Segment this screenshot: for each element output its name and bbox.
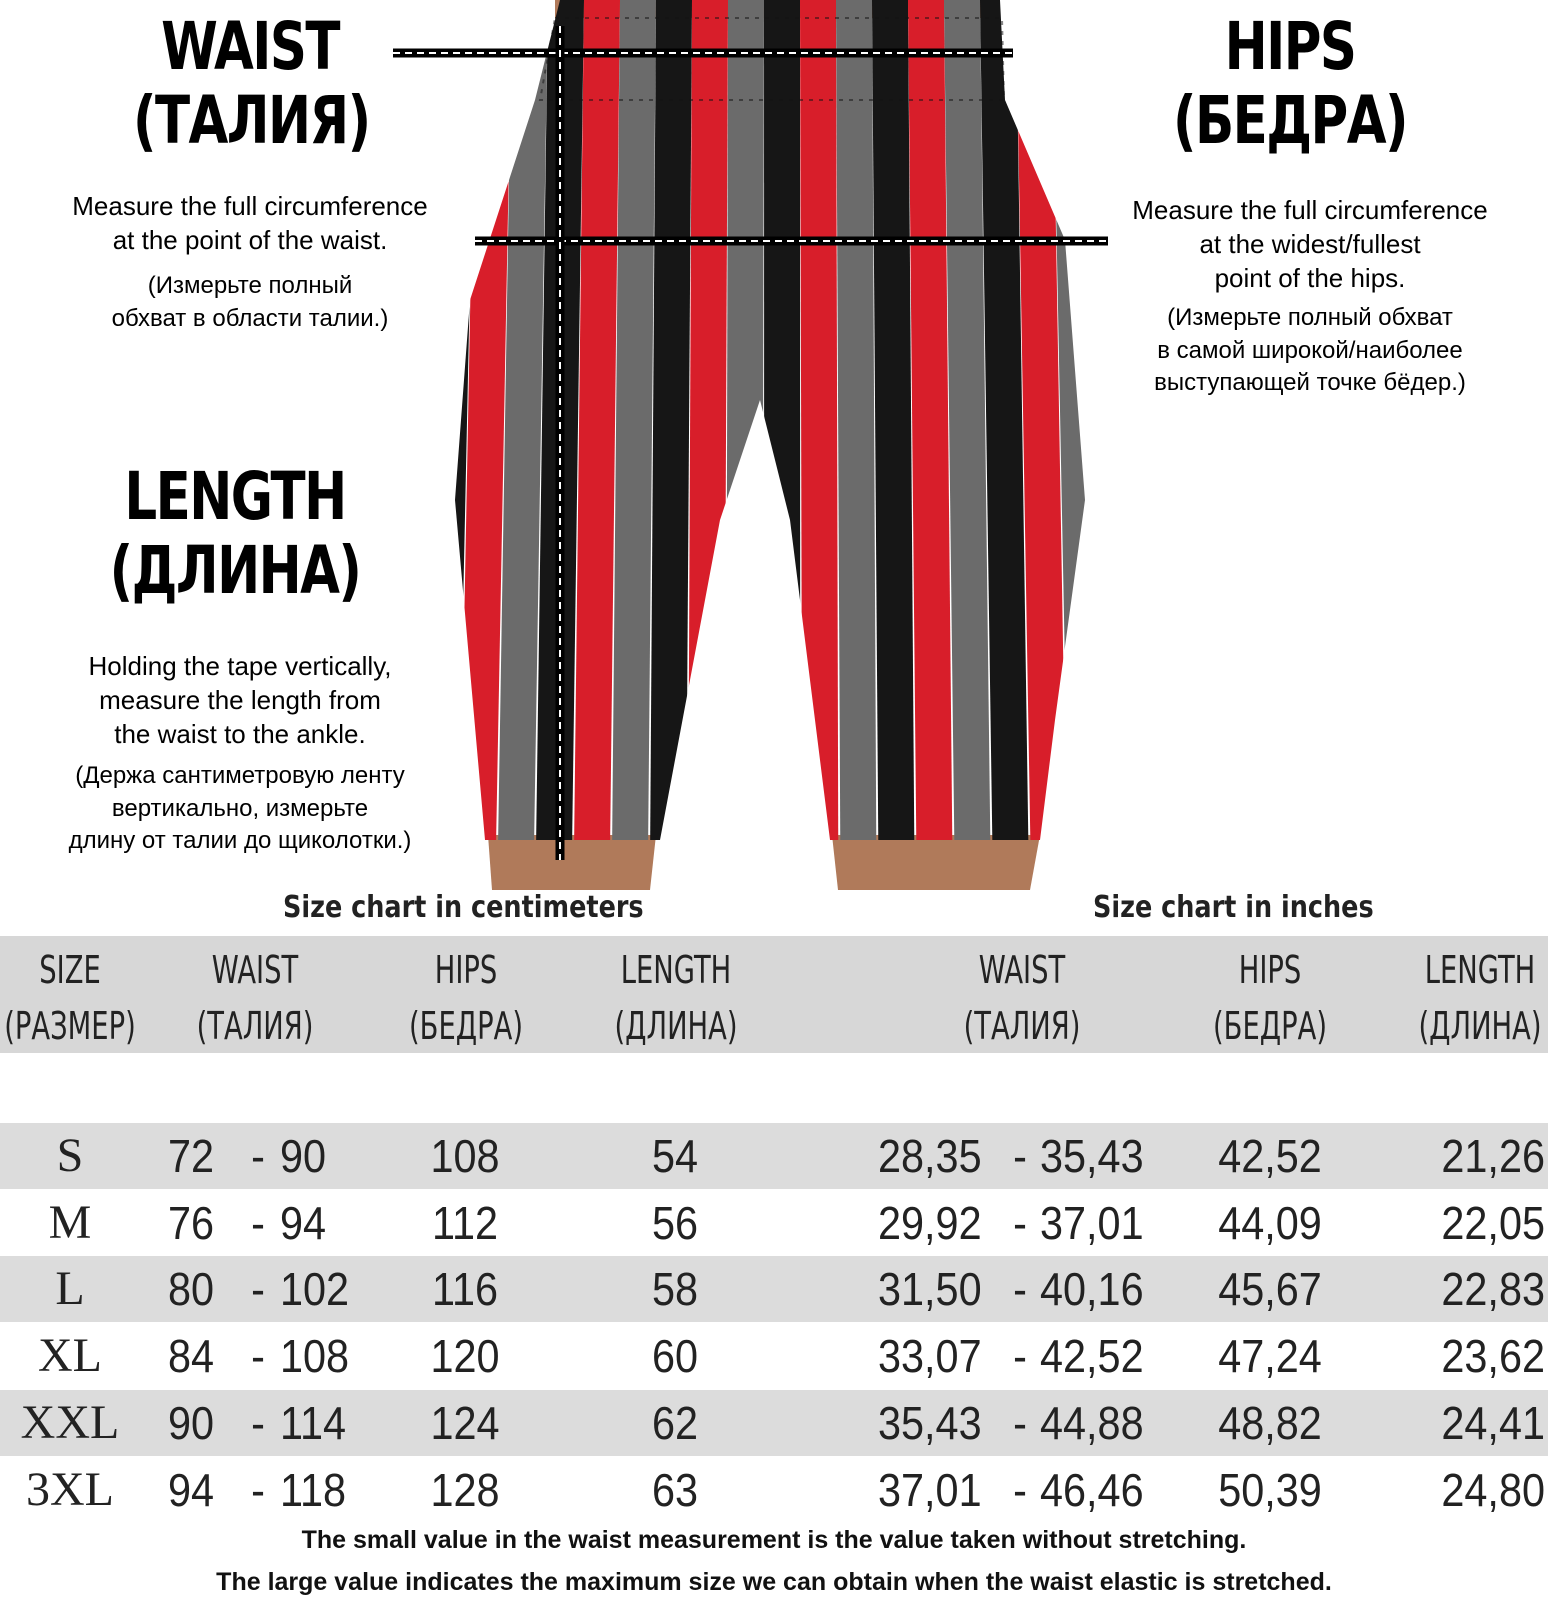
right-leg — [832, 835, 1040, 890]
length-cm: 63 — [651, 1464, 699, 1516]
waist-in-max: 37,01 — [1040, 1197, 1144, 1249]
hips-in: 42,52 — [1218, 1130, 1322, 1182]
hips-cm: 124 — [430, 1397, 500, 1449]
size-cell: L — [55, 1262, 85, 1315]
hips-in: 48,82 — [1218, 1397, 1322, 1449]
waist-cm-max: 114 — [280, 1397, 347, 1449]
caption-inches: Size chart in inches — [1093, 890, 1374, 925]
waist-in-min: 33,07 — [878, 1330, 982, 1382]
size-cell: 3XL — [26, 1463, 114, 1516]
header-length-cm: LENGTH (ДЛИНА) — [614, 948, 738, 1048]
waist-in-separator: - — [1013, 1464, 1027, 1516]
fabric-stripe — [764, 0, 800, 890]
waist-cm-min: 84 — [168, 1330, 215, 1382]
length-cm: 60 — [651, 1330, 699, 1382]
length-cm: 62 — [651, 1397, 699, 1449]
waist-in-min: 35,43 — [878, 1397, 982, 1449]
hips-cm: 108 — [430, 1130, 500, 1182]
striped-fabric — [421, 0, 1144, 890]
header-hips-cm: HIPS (БЕДРА) — [409, 948, 523, 1048]
waist-cm-min: 94 — [168, 1464, 215, 1516]
length-in: 24,41 — [1441, 1397, 1545, 1449]
waist-cm-min: 90 — [168, 1397, 215, 1449]
waist-cm-min: 80 — [168, 1263, 215, 1315]
waist-cm-separator: - — [251, 1464, 265, 1516]
length-in: 23,62 — [1441, 1330, 1545, 1382]
waist-heading: WAIST (ТАЛИЯ) — [133, 8, 370, 159]
length-in: 22,83 — [1441, 1263, 1545, 1315]
caption-centimeters: Size chart in centimeters — [283, 890, 644, 925]
hips-in: 45,67 — [1218, 1263, 1322, 1315]
hips-in: 50,39 — [1218, 1464, 1322, 1516]
length-in: 21,26 — [1441, 1130, 1545, 1182]
header-hips-in: HIPS (БЕДРА) — [1213, 948, 1327, 1048]
waist-in-max: 46,46 — [1040, 1464, 1144, 1516]
size-cell: XL — [38, 1329, 102, 1382]
waist-in-separator: - — [1013, 1130, 1027, 1182]
fabric-stripe — [836, 0, 877, 890]
header-length-in: LENGTH (ДЛИНА) — [1418, 948, 1542, 1048]
length-cm: 56 — [651, 1197, 699, 1249]
fabric-stripe — [650, 0, 692, 890]
hips-description-ru: (Измерьте полный обхват в самой широкой/наиболее выступающей точке бёдер.) — [1154, 304, 1466, 397]
waist-cm-min: 72 — [168, 1130, 215, 1182]
fabric-stripe — [872, 0, 915, 890]
header-waist-in: WAIST (ТАЛИЯ) — [963, 948, 1081, 1048]
waist-cm-max: 108 — [280, 1330, 350, 1382]
waist-in-separator: - — [1013, 1397, 1027, 1449]
fabric-stripe — [800, 0, 838, 890]
waist-cm-max: 102 — [280, 1263, 350, 1315]
waist-cm-separator: - — [251, 1397, 265, 1449]
fabric-stripe — [1052, 0, 1106, 890]
waist-cm-separator: - — [251, 1263, 265, 1315]
note-waist-unstretched: The small value in the waist measurement is the value taken without stretching. — [301, 1526, 1247, 1554]
waist-in-min: 28,35 — [878, 1130, 982, 1182]
waist-cm-max: 118 — [280, 1464, 347, 1516]
waist-in-max: 44,88 — [1040, 1397, 1144, 1449]
waist-in-separator: - — [1013, 1330, 1027, 1382]
waist-in-separator: - — [1013, 1197, 1027, 1249]
waist-in-min: 29,92 — [878, 1197, 982, 1249]
size-cell: S — [56, 1129, 84, 1182]
left-leg — [488, 835, 656, 890]
length-description-ru: (Держа сантиметровую ленту вертикально, измерьте длину от талии до щиколотки.) — [68, 762, 412, 855]
length-cm: 58 — [651, 1263, 699, 1315]
waist-cm-max: 94 — [280, 1197, 327, 1249]
length-cm: 54 — [651, 1130, 699, 1182]
waist-in-max: 35,43 — [1040, 1130, 1144, 1182]
waist-cm-separator: - — [251, 1330, 265, 1382]
waist-cm-max: 90 — [280, 1130, 327, 1182]
length-in: 24,80 — [1441, 1464, 1545, 1516]
hips-in: 47,24 — [1218, 1330, 1322, 1382]
waist-cm-separator: - — [251, 1130, 265, 1182]
waist-description: Measure the full circumference at the point of the waist. — [72, 191, 428, 255]
note-waist-stretched: The large value indicates the maximum size we can obtain when the waist elastic is stretched. — [216, 1568, 1332, 1596]
header-waist-cm: WAIST (ТАЛИЯ) — [196, 948, 314, 1048]
hips-cm: 120 — [430, 1330, 500, 1382]
length-heading: LENGTH (ДЛИНА) — [109, 458, 361, 609]
waist-cm-min: 76 — [168, 1197, 215, 1249]
hips-cm: 116 — [431, 1263, 499, 1315]
fabric-stripe — [726, 0, 764, 890]
length-description: Holding the tape vertically, measure the length from the waist to the ankle. — [88, 651, 392, 749]
hips-description: Measure the full circumference at the widest/fullest point of the hips. — [1132, 195, 1488, 293]
hips-cm: 112 — [431, 1197, 499, 1249]
hips-in: 44,09 — [1218, 1197, 1322, 1249]
waist-description-ru: (Измерьте полный обхват в области талии.) — [111, 272, 389, 332]
waist-in-max: 42,52 — [1040, 1330, 1144, 1382]
hips-heading: HIPS (БЕДРА) — [1173, 8, 1407, 159]
size-cell: M — [48, 1196, 92, 1249]
header-size: SIZE (РАЗМЕР) — [4, 948, 136, 1048]
hips-cm: 128 — [430, 1464, 500, 1516]
waist-in-separator: - — [1013, 1263, 1027, 1315]
waist-in-max: 40,16 — [1040, 1263, 1144, 1315]
fabric-stripe — [688, 0, 728, 890]
waist-in-min: 31,50 — [878, 1263, 982, 1315]
waist-in-min: 37,01 — [878, 1464, 982, 1516]
length-in: 22,05 — [1441, 1197, 1545, 1249]
waist-cm-separator: - — [251, 1197, 265, 1249]
fabric-stripe — [1088, 0, 1144, 890]
size-cell: XXL — [20, 1396, 120, 1449]
